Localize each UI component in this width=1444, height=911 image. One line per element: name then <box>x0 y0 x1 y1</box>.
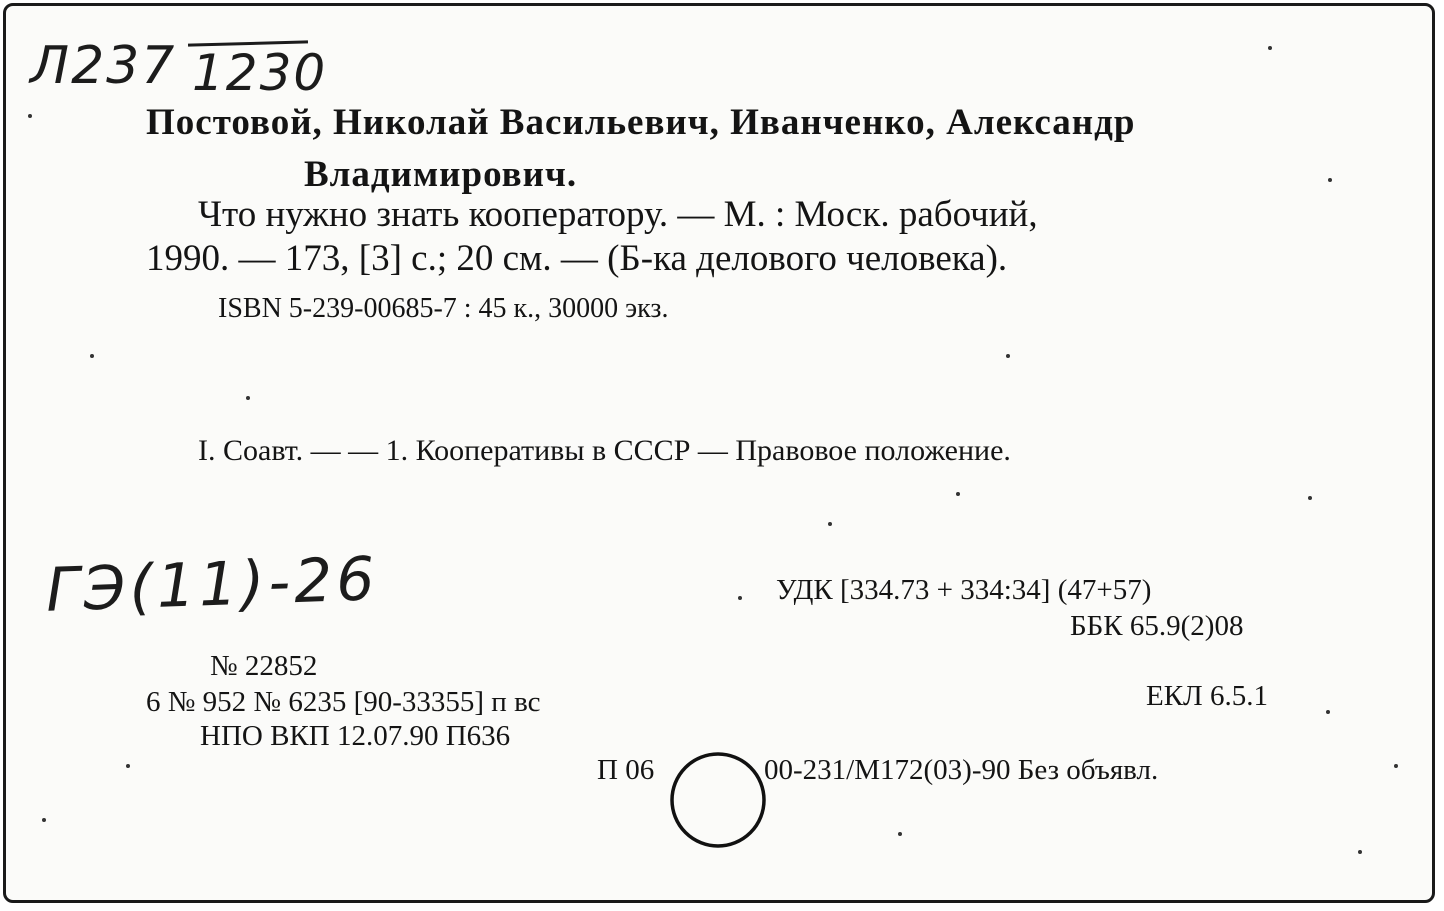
publisher-code-end: 00-231/М172(03)-90 Без объявл. <box>764 754 1159 786</box>
punched-hole <box>672 754 764 846</box>
title-line: Что нужно знать кооператору. — М. : Моск. рабочий, <box>198 194 1038 235</box>
publisher-code-start: П 06 <box>597 754 655 786</box>
bbk-code: ББК 65.9(2)08 <box>1070 610 1244 642</box>
isbn-line: ISBN 5-239-00685-7 : 45 к., 30000 экз. <box>218 293 669 324</box>
udk-code: УДК [334.73 + 334:34] (47+57) <box>776 574 1152 606</box>
handwritten-call-number: Л237 <box>30 36 177 96</box>
subject-tracing: I. Соавт. — — 1. Кооперативы в СССР — Правовое положение. <box>198 434 1011 467</box>
handwritten-inventory-number: 1230 <box>192 44 328 102</box>
npo-line: НПО ВКП 12.07.90 П636 <box>200 720 511 752</box>
author-heading-line1: Постовой, Николай Васильевич, Иванченко, Александр <box>146 102 1136 143</box>
author-heading-line2: Владимирович. <box>304 154 578 195</box>
handwritten-shelf-code: ГЭ(11)-26 <box>44 544 380 626</box>
order-line: 6 № 952 № 6235 [90-33355] п вс <box>146 686 541 718</box>
ekl-code: ЕКЛ 6.5.1 <box>1146 680 1268 712</box>
imprint-line: 1990. — 173, [3] с.; 20 см. — (Б-ка делового человека). <box>146 238 1008 279</box>
registry-number: № 22852 <box>210 650 318 682</box>
